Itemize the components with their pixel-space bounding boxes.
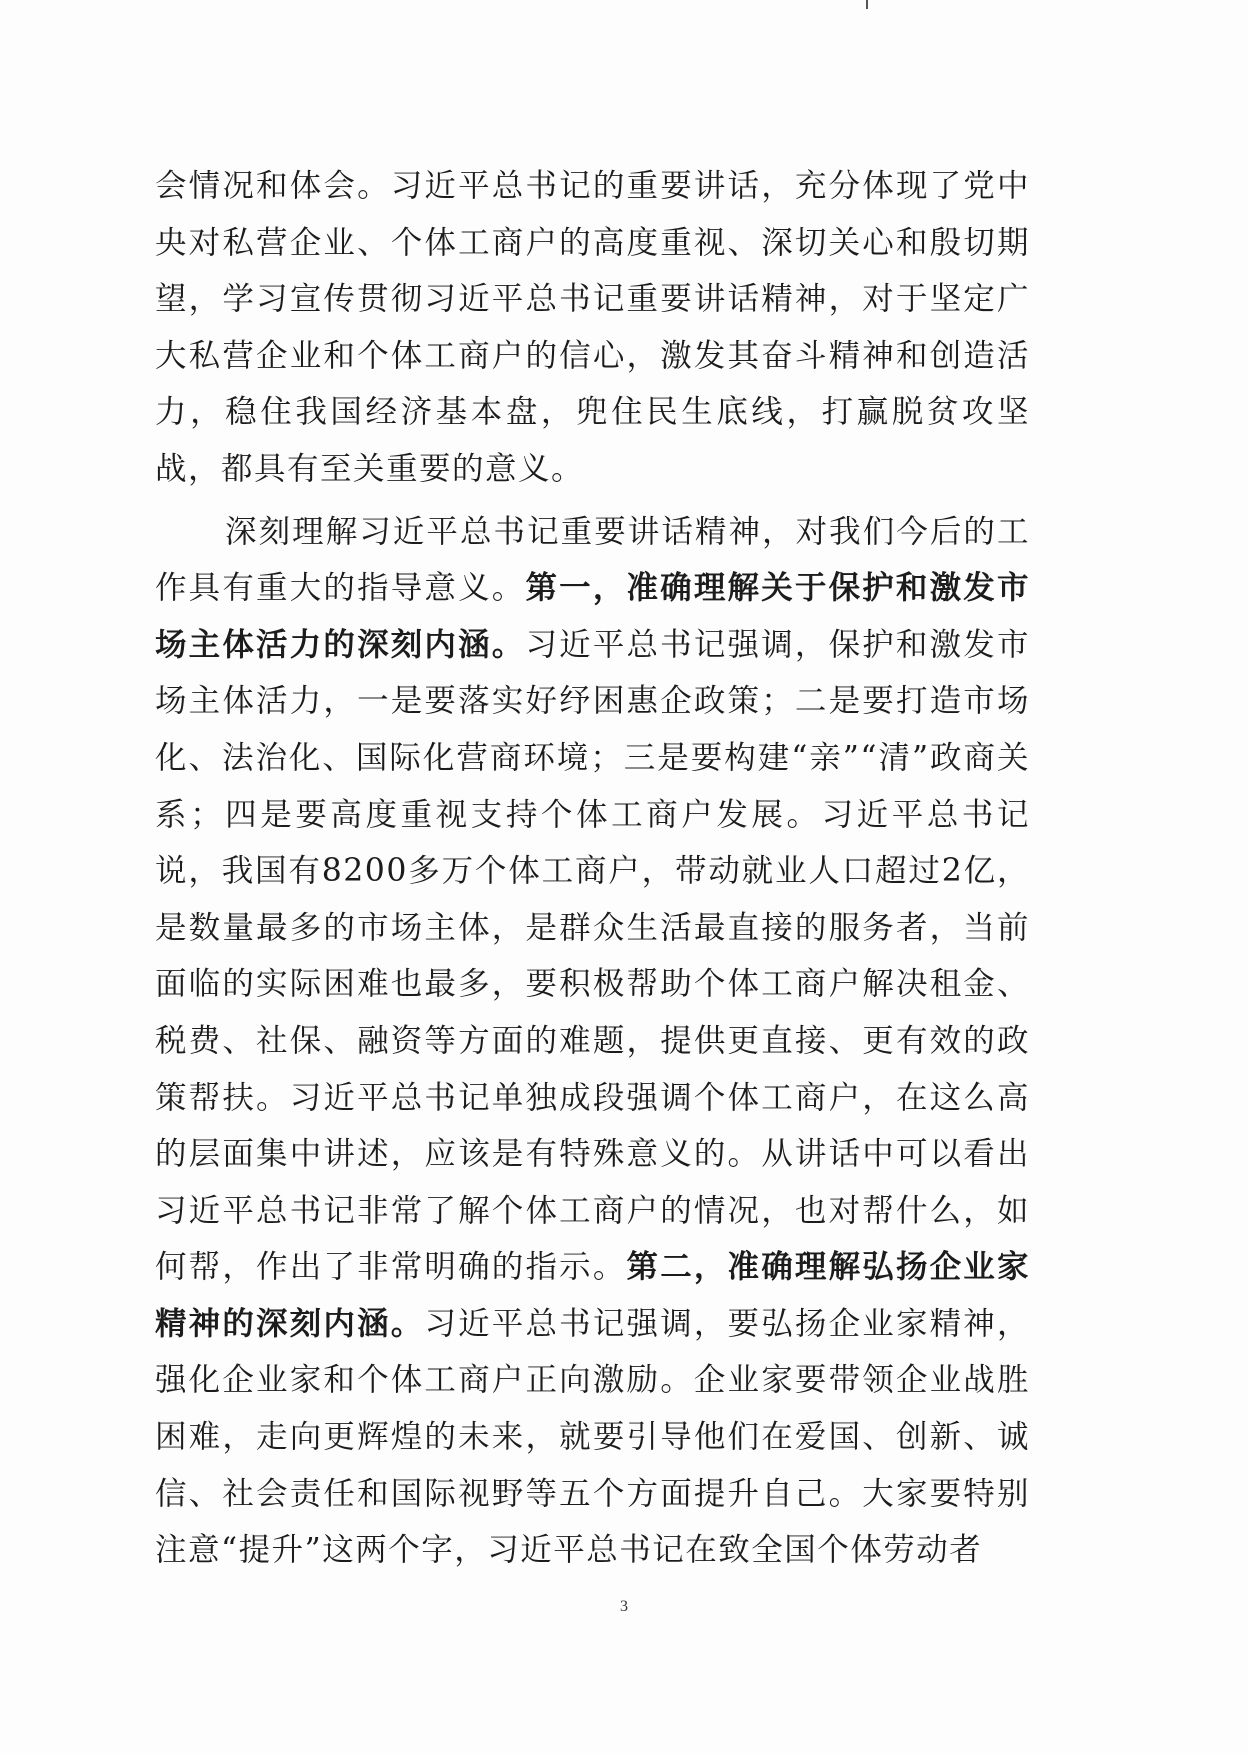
heading-second-point: 第二，准确理解弘扬企业家精神的深刻内涵。 — [155, 1248, 1030, 1342]
paragraph-2-body-1: 习近平总书记强调，保护和激发市场主体活力，一是要落实好纾困惠企政策；二是要打造市场化、法治化、国际化营商环境；三是要构建“亲”“清”政商关系；四是要高度重视支持个体工商户发展。习近平总书记说，我国有8200多万个体工商户，带动就业人口超过2亿，是数量最多的市场主体，是群众生活最直接的服务者，当前面临的实际困难也最多，要积极帮助个体工商户解决租金、税费、社保、融资等方面的难题，提供更直接、更有效的政策帮扶。习近平总书记单独成段强调个体工商户，在这么高的层面集中讲述，应该是有特殊意义的。从讲话中可以看出习近平总书记非常了解个体工商户的情况，也对帮什么，如何帮，作出了非常明确的指示。 — [155, 626, 1030, 1286]
paragraph-1-text: 会情况和体会。习近平总书记的重要讲话，充分体现了党中央对私营企业、个体工商户的高度重视、深切关心和殷切期望，学习宣传贯彻习近平总书记重要讲话精神，对于坚定广大私营企业和个体工商户的信心，激发其奋斗精神和创造活力，稳住我国经济基本盘，兜住民生底线，打赢脱贫攻坚战，都具有至关重要的意义。 — [155, 168, 1030, 487]
paragraph-2-body-2: 习近平总书记强调，要弘扬企业家精神，强化企业家和个体工商户正向激励。企业家要带领企业战胜困难，走向更辉煌的未来，就要引导他们在爱国、创新、诚信、社会责任和国际视野等五个方面提升自己。大家要特别注意“提升”这两个字，习近平总书记在致全国个体劳动者 — [155, 1305, 1030, 1569]
heading-first-point: 第一，准确理解关于保护和激发市场主体活力的深刻内涵。 — [155, 569, 1030, 663]
paragraph-2-intro: 深刻理解习近平总书记重要讲话精神，对我们今后的工作具有重大的指导意义。 — [155, 513, 1030, 607]
body-text — [155, 158, 1030, 1579]
paragraph-2 — [155, 504, 1030, 1579]
page-number: 3 — [620, 1598, 628, 1615]
scan-mark — [866, 0, 868, 9]
paragraph-1 — [155, 158, 1030, 498]
